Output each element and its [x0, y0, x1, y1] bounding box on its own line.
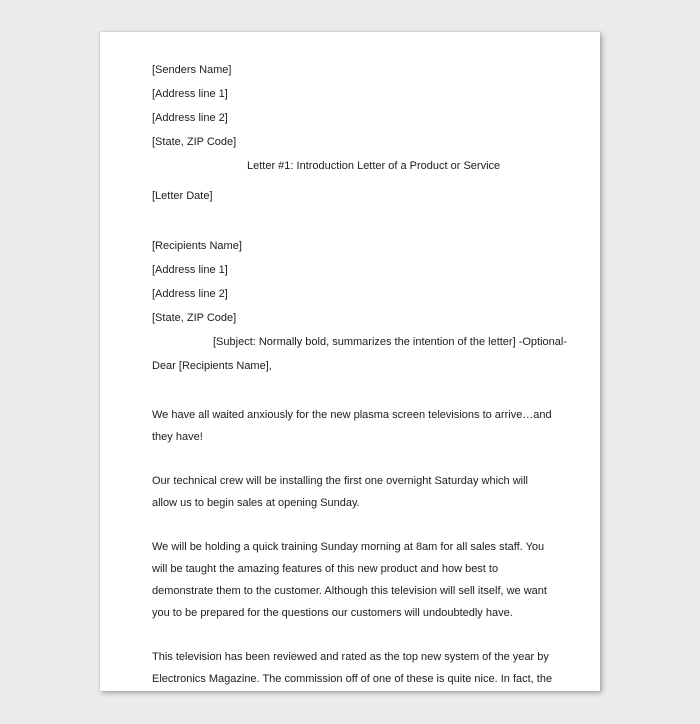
sender-address-line-2: [Address line 2]: [152, 112, 228, 124]
recipient-address-line-1: [Address line 1]: [152, 264, 228, 276]
recipient-state-zip-line: [State, ZIP Code]: [152, 312, 237, 324]
sender-name-line: [Senders Name]: [152, 64, 232, 76]
letter-title: Letter #1: Introduction Letter of a Product or Service: [247, 160, 501, 172]
subject-line: [Subject: Normally bold, summarizes the intention of the letter] -Optional-: [213, 336, 567, 348]
letter-page: [100, 32, 600, 691]
paragraph-gap-3: [152, 624, 554, 646]
body-paragraph-3: We will be holding a quick training Sunday morning at 8am for all sales staff. You will be taught the amazing features of this new product and how best to demonstrate them to the customer. Although this television will sell itself, we want you to be prepared for the questions our customers will undoubtedly have.: [152, 541, 547, 619]
paragraph-gap-2: [152, 514, 554, 536]
body-paragraph-2: Our technical crew will be installing the first one overnight Saturday which will allow us to begin sales at opening Sunday.: [152, 475, 529, 509]
body-paragraph-4: This television has been reviewed and rated as the top new system of the year by Electronics Magazine. The commission off of one of these is quite nice. In fact, the: [152, 651, 553, 685]
recipient-name-line: [Recipients Name]: [152, 240, 242, 252]
salutation-line: Dear [Recipients Name],: [152, 360, 272, 372]
letter-content: [152, 58, 567, 690]
recipient-address-line-2: [Address line 2]: [152, 288, 228, 300]
paragraph-gap-1: [152, 448, 554, 470]
letter-date-line: [Letter Date]: [152, 190, 213, 202]
spacer-after-date: [152, 208, 554, 234]
sender-address-block: [152, 58, 554, 154]
body-paragraph-1: We have all waited anxiously for the new plasma screen televisions to arrive…and they have!: [152, 409, 552, 443]
recipient-address-block: [152, 234, 554, 330]
spacer-after-salutation: [152, 378, 554, 404]
sender-state-zip-line: [State, ZIP Code]: [152, 136, 237, 148]
sender-address-line-1: [Address line 1]: [152, 88, 228, 100]
